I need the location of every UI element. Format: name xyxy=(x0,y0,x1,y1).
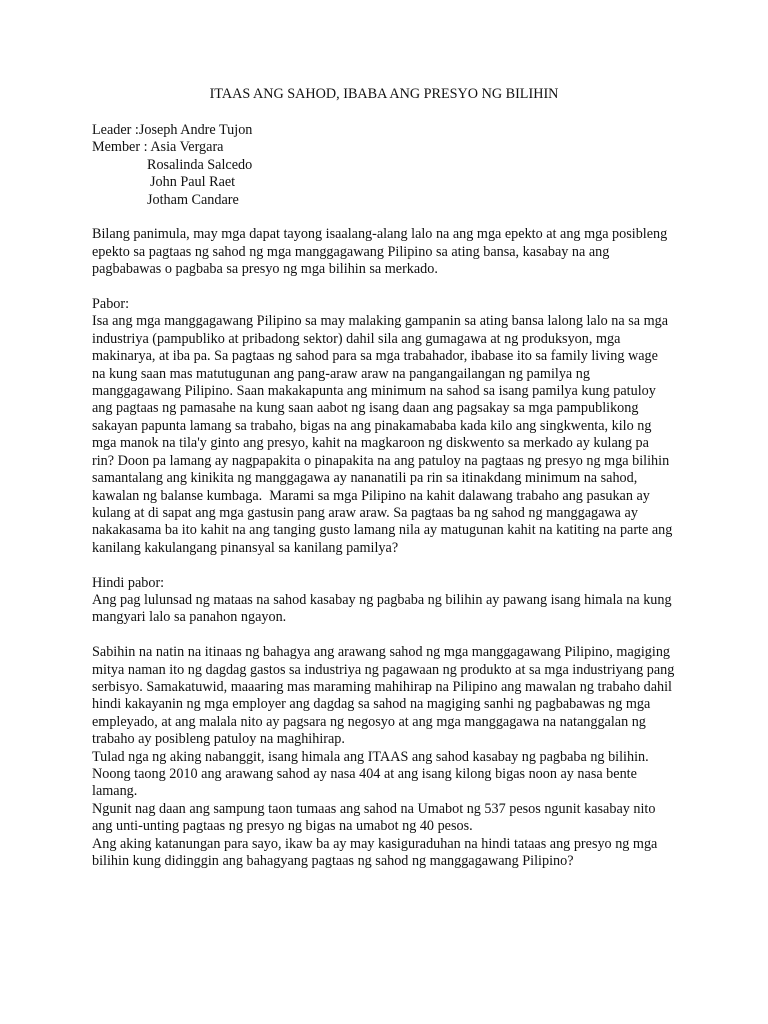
hindi-line: mitya naman ito ng dagdag gastos sa industriya ng pagawaan ng produkto at sa mga industriyang pang xyxy=(92,661,675,678)
pabor-line: sakayan papunta lamang sa trabaho, bigas na ang pinakamababa kada kilo ang singkwenta, kilo ng xyxy=(92,417,652,434)
intro-line: pagbabawas o pagbaba sa presyo ng mga bilihin sa merkado. xyxy=(92,261,438,278)
hindi-pabor-heading: Hindi pabor: xyxy=(92,574,165,591)
hindi-line: Ang aking katanungan para sayo, ikaw ba ay may kasiguraduhan na hindi tataas ang presyo ng mga xyxy=(92,835,658,852)
pabor-line: kanilang kakulangang pinansyal sa kanilang pamilya? xyxy=(92,539,399,556)
hindi-line: Noong taong 2010 ang arawang sahod ay nasa 404 at ang isang kilong bigas noon ay nasa bente xyxy=(92,765,637,782)
hindi-line: trabaho ay posibleng patuloy na maghihirap. xyxy=(92,731,345,748)
hindi-line: serbisyo. Samakatuwid, maaaring mas maraming mahihirap na Pilipino ang mawalan ng trabaho dahil xyxy=(92,678,672,695)
hindi-line: empleyado, at ang malala nito ay pagsara ng negosyo at ang mga manggagawa na natanggalan ng xyxy=(92,713,646,730)
member-name: Jotham Candare xyxy=(147,191,239,208)
pabor-line: rin? Doon pa lamang ay nagpapakita o pinapakita na ang patuloy na pagtaas ng presyo ng mga bilihin xyxy=(92,452,670,469)
pabor-line: samantalang ang kinikita ng manggagawa ay nananatili pa rin sa itinakdang minimum na sahod, xyxy=(92,470,638,487)
pabor-line: manggagawang Pilipino. Saan makakapunta ang minimum na sahod sa isang pamilya kung patuloy xyxy=(92,383,656,400)
pabor-line: kawalan ng balanse kumbaga. Marami sa mga Pilipino na kahit dalawang trabaho ang pasukan ay xyxy=(92,487,650,504)
pabor-line: na kung saan mas matutugunan ang pang-araw araw na pangangailangan ng pamilya ng xyxy=(92,365,590,382)
pabor-paragraph xyxy=(92,313,712,557)
hindi-pabor-paragraph-1 xyxy=(92,592,712,627)
hindi-line: lamang. xyxy=(92,783,138,800)
hindi-pabor-paragraph-2 xyxy=(92,644,712,870)
hindi-line: Tulad nga ng aking nabanggit, isang himala ang ITAAS ang sahod kasabay ng pagbaba ng bilihin. xyxy=(92,748,649,765)
document-body xyxy=(92,122,712,870)
intro-paragraph xyxy=(92,226,712,278)
hindi-line: ang unti-unting pagtaas ng presyo ng bigas na umabot ng 40 pesos. xyxy=(92,818,473,835)
hindi-line: hindi kakayanin ng mga employer ang dagdag sa sahod na magiging sanhi ng pagbabawas ng mga xyxy=(92,696,651,713)
member-name: Rosalinda Salcedo xyxy=(147,156,253,173)
hindi-line: Ngunit nag daan ang sampung taon tumaas ang sahod na Umabot ng 537 pesos ngunit kasabay nito xyxy=(92,800,656,817)
hindi-line: mangyari lalo sa panahon ngayon. xyxy=(92,609,287,626)
pabor-heading: Pabor: xyxy=(92,296,130,313)
hindi-line: Sabihin na natin na itinaas ng bahagya ang arawang sahod ng mga manggagawang Pilipino, magiging xyxy=(92,644,671,661)
intro-line: epekto sa pagtaas ng sahod ng mga manggagawang Pilipino sa ating bansa, kasabay na ang xyxy=(92,243,610,260)
pabor-line: nakakasama ba ito kahit na ang tanging gusto lamang nila ay matugunan kahit na katiting na parte ang xyxy=(92,522,673,539)
pabor-line: makinarya, at iba pa. Sa pagtaas ng sahod para sa mga trabahador, ibabase ito sa family living wage xyxy=(92,348,658,365)
leader-line: Leader :Joseph Andre Tujon xyxy=(92,122,253,138)
member-name: John Paul Raet xyxy=(150,174,236,191)
pabor-line: ang pagtaas ng pamasahe na kung saan aabot ng isang daan ang pagsakay sa mga pampublikong xyxy=(92,400,639,417)
pabor-line: kulang at di sapat ang mga gastusin pang araw araw. Sa pagtaas ba ng sahod ng manggagawa ay xyxy=(92,504,638,521)
document-title: ITAAS ANG SAHOD, IBABA ANG PRESYO NG BILIHIN xyxy=(209,86,559,102)
intro-line: Bilang panimula, may mga dapat tayong isaalang-alang lalo na ang mga epekto at ang mga posibleng xyxy=(92,226,668,243)
pabor-line: industriya (pampubliko at pribadong sektor) dahil sila ang gumagawa at ng produksyon, mga xyxy=(92,330,621,347)
pabor-line: mga manok na tila'y ginto ang presyo, kahit na magkaroon ng diskwento sa merkado ay kulang pa xyxy=(92,435,649,452)
hindi-line: bilihin kung didinggin ang bahagyang pagtaas ng sahod ng manggagawang Pilipino? xyxy=(92,853,574,869)
member-line: Member : Asia Vergara xyxy=(92,139,224,156)
pabor-line: Isa ang mga manggagawang Pilipino sa may malaking gampanin sa ating bansa lalong lalo na sa mga xyxy=(92,313,669,330)
hindi-line: Ang pag lulunsad ng mataas na sahod kasabay ng pagbaba ng bilihin ay pawang isang himala na kung xyxy=(92,591,672,608)
